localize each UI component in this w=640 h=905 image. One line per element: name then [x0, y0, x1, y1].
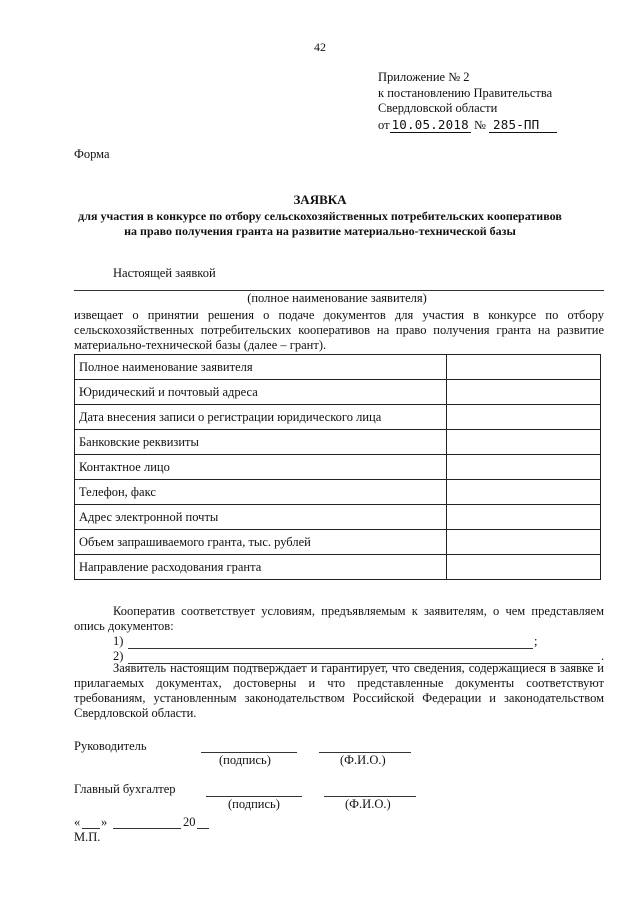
appendix-date-line [378, 117, 557, 134]
table-row-value-cell [447, 380, 601, 405]
table-row-value-cell [447, 505, 601, 530]
page-number: 42 [314, 40, 326, 54]
table-row-value-cell [447, 480, 601, 505]
date-quote-close: » [101, 815, 108, 829]
stamp-label: М.П. [74, 830, 101, 844]
doc-list-item-1-line [128, 648, 533, 649]
table-row-value-cell [447, 455, 601, 480]
table-row [75, 505, 601, 530]
doc-list-item-2-end: . [601, 649, 605, 663]
date-day-line [82, 828, 100, 829]
table-row [75, 480, 601, 505]
table-row [75, 430, 601, 455]
table-row [75, 380, 601, 405]
table-row-label: Направление расходования гранта [75, 555, 447, 580]
table-row-value-cell [447, 405, 601, 430]
table-row-value-cell [447, 555, 601, 580]
date-year-prefix: 20 [183, 815, 196, 829]
doc-list-item-1-end: ; [534, 634, 538, 648]
number-sign: № [473, 117, 486, 132]
table-row [75, 555, 601, 580]
appendix-line-2: к постановлению Правительства [378, 85, 553, 100]
table-row-value-cell [447, 430, 601, 455]
table-row-label: Полное наименование заявителя [75, 355, 447, 380]
intro-text: Настоящей заявкой [113, 266, 216, 280]
table-row [75, 455, 601, 480]
table-row-label: Банковские реквизиты [75, 430, 447, 455]
doc-list-item-1-number: 1) [113, 634, 124, 648]
applicant-info-table [74, 354, 601, 580]
appendix-block [378, 70, 557, 133]
date-month-line [113, 828, 181, 829]
head-signature-caption: (подпись) [219, 753, 271, 767]
paragraph-notice: извещает о принятии решения о подаче документов для участия в конкурсе по отбору сельскохозяйственных потребительских кооперативов на право получения гранта на развитие материально-технической базы (далее – грант). [74, 308, 604, 352]
date-prefix: от [378, 117, 390, 132]
paragraph-conformity: Кооператив соответствует условиям, предъявляемым к заявителям, о чем представляем опись документов: [74, 604, 604, 633]
table-row [75, 530, 601, 555]
table-row [75, 355, 601, 380]
paragraph-guarantee: Заявитель настоящим подтверждает и гарантирует, что сведения, содержащиеся в заявке и прилагаемых документах, достоверны и что представленные документы соответствуют требованиям, установленным законодательством Российской Федерации и законодательством Свердловской области. [74, 661, 604, 720]
table-row-label: Объем запрашиваемого гранта, тыс. рублей [75, 530, 447, 555]
appendix-line-1: Приложение № 2 [378, 70, 470, 84]
table-row-value-cell [447, 530, 601, 555]
table-row [75, 405, 601, 430]
document-title: ЗАЯВКА [293, 192, 347, 207]
table-row-label: Дата внесения записи о регистрации юридического лица [75, 405, 447, 430]
date-quote-open: « [74, 815, 81, 829]
handwritten-date: 10.05.2018 [391, 116, 469, 132]
head-name-caption: (Ф.И.О.) [340, 753, 386, 767]
handwritten-number: 285-ПП [489, 117, 557, 133]
doc-list-item-2-number: 2) [113, 649, 124, 663]
form-label: Форма [74, 147, 110, 161]
table-row-label: Адрес электронной почты [75, 505, 447, 530]
appendix-line-3: Свердловской области [378, 101, 498, 115]
head-label: Руководитель [74, 739, 147, 753]
date-year-line [197, 828, 209, 829]
document-subtitle-line-1: для участия в конкурсе по отбору сельскохозяйственных потребительских кооперативов [78, 209, 562, 223]
table-row-label: Контактное лицо [75, 455, 447, 480]
applicant-name-caption: (полное наименование заявителя) [247, 291, 427, 305]
accountant-name-caption: (Ф.И.О.) [345, 797, 391, 811]
document-subtitle-line-2: на право получения гранта на развитие материально-технической базы [124, 224, 516, 238]
table-row-label: Юридический и почтовый адреса [75, 380, 447, 405]
table-row-label: Телефон, факс [75, 480, 447, 505]
accountant-label: Главный бухгалтер [74, 782, 176, 796]
table-row-value-cell [447, 355, 601, 380]
accountant-signature-caption: (подпись) [228, 797, 280, 811]
